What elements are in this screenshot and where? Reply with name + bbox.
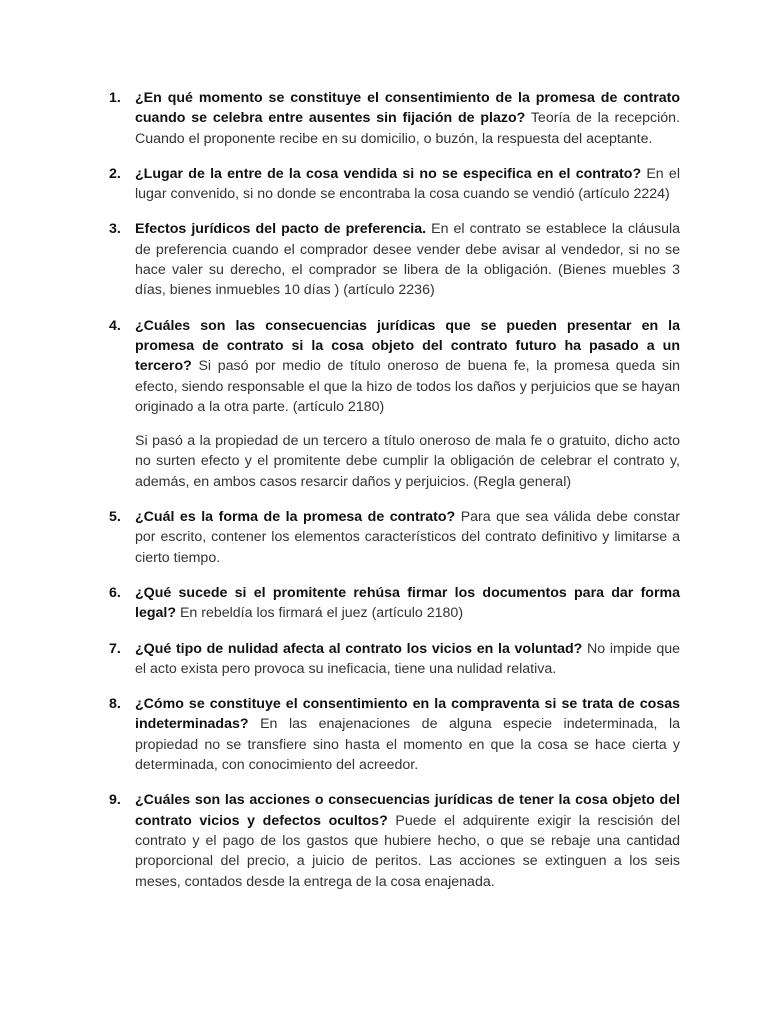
- item-paragraph: [135, 694, 680, 775]
- item-paragraph: [135, 583, 680, 624]
- item-paragraph: [135, 639, 680, 680]
- item-paragraph: [135, 507, 680, 568]
- item-number: 5.: [109, 509, 121, 526]
- list-item: [104, 219, 680, 300]
- item-question: ¿Lugar de la entre de la cosa vendida si no se especifica en el contrato?: [135, 165, 642, 182]
- item-number: 3.: [109, 221, 121, 238]
- item-answer: En el contrato se establece la cláusula de preferencia cuando el comprador desee vender debe avisar al vendedor, si no se hace valer su derecho, el comprador se libera de la obligación. (Bienes muebles 3 días, bienes inmuebles 10 días ) (artículo 2236): [135, 221, 680, 299]
- item-question: ¿Cuál es la forma de la promesa de contrato?: [135, 509, 456, 526]
- list-item: [104, 583, 680, 624]
- item-question: ¿Cuáles son las consecuencias jurídicas que se pueden presentar en la promesa de contrato si la cosa objeto del contrato futuro ha pasado a un tercero?: [135, 317, 680, 375]
- item-number: 1.: [109, 90, 121, 106]
- item-paragraph: [135, 316, 680, 417]
- list-item: [104, 316, 680, 492]
- item-number: 8.: [109, 696, 121, 713]
- item-number: 9.: [109, 792, 121, 809]
- list-item: [104, 507, 680, 568]
- list-item: [104, 694, 680, 775]
- item-answer: Puede el adquirente exigir la rescisión del contrato y el pago de los gastos que hubiere hecho, o que se rebaje una cantidad proporcional del precio, a juicio de peritos. Las acciones se extinguen a los seis meses, contados desde la entrega de la cosa enajenada.: [135, 812, 680, 890]
- item-number: 2.: [109, 165, 121, 182]
- list-item: [104, 164, 680, 205]
- item-answer: Para que sea válida debe constar por escrito, contener los elementos característicos del contrato definitivo y limitarse a cierto tiempo.: [135, 509, 680, 566]
- item-answer: En rebeldía los firmará el juez (artículo 2180): [179, 605, 464, 622]
- list-item: [104, 790, 680, 891]
- item-paragraph: [135, 790, 680, 891]
- item-number: 7.: [109, 640, 121, 657]
- item-answer: Si pasó por medio de título oneroso de buena fe, la promesa queda sin efecto, siendo responsable el que la hizo de todos los daños y perjuicios que se hayan originado a la otra parte. (artículo 2180): [135, 358, 680, 415]
- item-question: Efectos jurídicos del pacto de preferencia.: [135, 221, 427, 238]
- item-question: ¿En qué momento se constituye el consentimiento de la promesa de contrato cuando se celebra entre ausentes sin fijación de plazo?: [135, 90, 680, 127]
- list-item: [104, 639, 680, 680]
- item-number: 6.: [109, 584, 121, 601]
- item-question: ¿Cuáles son las acciones o consecuencias jurídicas de tener la cosa objeto del contrato vicios y defectos ocultos?: [135, 792, 680, 829]
- item-paragraph: [135, 164, 680, 205]
- item-question: ¿Qué tipo de nulidad afecta al contrato los vicios en la voluntad?: [135, 640, 583, 657]
- item-paragraph: [135, 219, 680, 300]
- item-question: ¿Cómo se constituye el consentimiento en la compraventa si se trata de cosas indeterminadas?: [135, 696, 680, 733]
- item-answer: En el lugar convenido, si no donde se encontraba la cosa cuando se vendió (artículo 2224): [135, 165, 680, 203]
- item-answer: Teoría de la recepción. Cuando el proponente recibe en su domicilio, o buzón, la respuesta del aceptante.: [135, 110, 680, 147]
- item-answer: No impide que el acto exista pero provoca su ineficacia, tiene una nulidad relativa.: [135, 640, 680, 677]
- item-extra-paragraph: Si pasó a la propiedad de un tercero a título oneroso de mala fe o gratuito, dicho acto no surten efecto y el promitente debe cumplir la obligación de celebrar el contrato y, además, en ambos casos resarcir daños y perjuicios. (Regla general): [135, 433, 680, 490]
- list-item: [104, 88, 680, 149]
- item-paragraph: [135, 88, 680, 149]
- item-number: 4.: [109, 317, 121, 334]
- item-answer: En las enajenaciones de alguna especie indeterminada, la propiedad no se transfiere sino hasta el momento en que la cosa se hace cierta y determinada, con conocimiento del acreedor.: [135, 716, 680, 774]
- item-question: ¿Qué sucede si el promitente rehúsa firmar los documentos para dar forma legal?: [135, 584, 680, 622]
- question-list: [104, 88, 680, 907]
